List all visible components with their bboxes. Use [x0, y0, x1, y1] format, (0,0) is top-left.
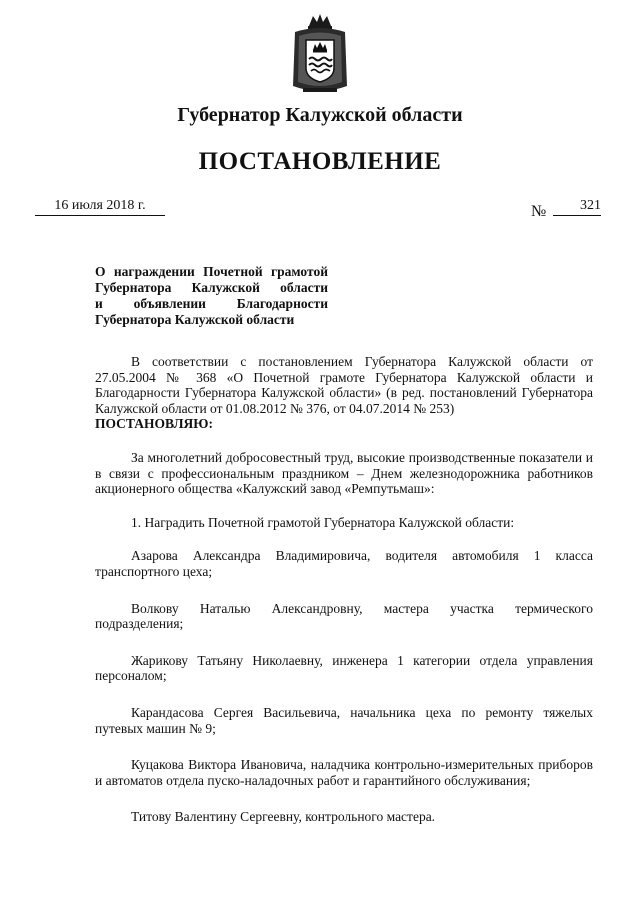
document-body [95, 354, 593, 825]
subject-line: О награждении Почетной грамотой [95, 264, 328, 279]
subject-line: и объявлении Благодарности [95, 296, 328, 311]
document-subject [95, 264, 328, 328]
kaluga-coat-of-arms-icon [289, 12, 351, 96]
number-label: № [531, 203, 547, 220]
awardee-paragraph: Азарова Александра Владимировича, водителя автомобиля 1 класса транспортного цеха; [95, 548, 593, 579]
issuer-title: Губернатор Калужской области [177, 104, 463, 126]
document-date: 16 июля 2018 г. [35, 198, 165, 216]
document-number: 321 [553, 198, 601, 216]
item-1-paragraph: 1. Наградить Почетной грамотой Губернатора Калужской области: [131, 514, 515, 530]
preamble-paragraph: В соответствии с постановлением Губернатора Калужской области от 27.05.2004 № 368 «О Почетной грамоте Губернатора Калужской области и Благодарности Губернатора Калужской области» (в ред. постановлений Губернатора Калужской области от 01.08.2012 № 376, от 04.07.2014 № 253) [95, 354, 593, 416]
decree-word: ПОСТАНОВЛЯЮ: [95, 416, 213, 432]
reason-paragraph: За многолетний добросовестный труд, высокие производственные показатели и в связи с профессиональным праздником – Днем железнодорожника работников акционерного общества «Калужский завод «Ремпутьмаш»: [95, 449, 593, 497]
awardee-paragraph: Карандасова Сергея Васильевича, начальника цеха по ремонту тяжелых путевых машин № 9; [95, 704, 593, 736]
awardee-paragraph: Куцакова Виктора Ивановича, наладчика контрольно-измерительных приборов и автоматов отдела пуско-наладочных работ и гарантийного обслуживания; [95, 757, 593, 788]
awardee-paragraph: Жарикову Татьяну Николаевну, инженера 1 категории отдела управления персоналом; [95, 652, 593, 684]
subject-line: Губернатора Калужской области [95, 280, 328, 295]
document-type-heading: ПОСТАНОВЛЕНИЕ [198, 148, 442, 175]
awardee-paragraph: Титову Валентину Сергеевну, контрольного мастера. [131, 809, 436, 825]
subject-line: Губернатора Калужской области [95, 312, 295, 327]
awardee-paragraph: Волкову Наталью Александровну, мастера участка термического подразделения; [95, 600, 593, 632]
